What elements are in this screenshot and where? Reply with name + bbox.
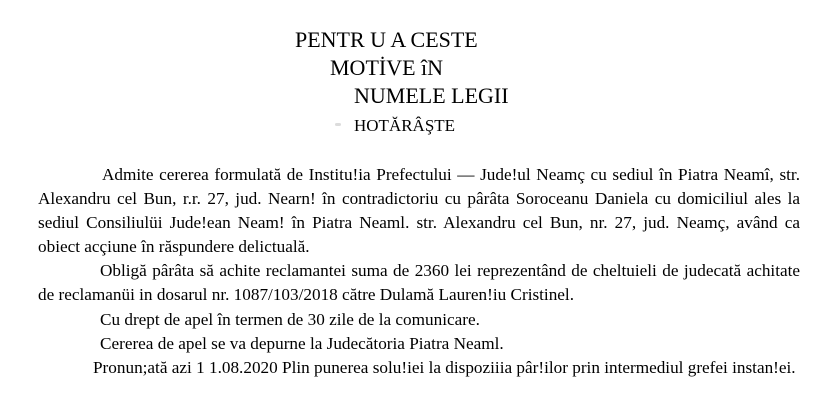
heading-decision: HOTĂRÂŞTE [354,116,456,135]
heading-line-3: NUMELE LEGII [354,83,509,108]
paragraph-pronouncement: Pronun;ată azi 1 1.08.2020 Plin punerea solu!iei la dispoziiia pâr!ilor prin intermediul grefei instan!ei. [93,357,796,377]
heading-line-2: MOTİVE îN [330,55,444,80]
paragraph-admission: Admite cererea formulată de Institu!ia Prefectului — Jude!ul Neamç cu sediul în Piatra Neamî, str. Alexandru cel Bun, r.r. 27, jud. Nearn! în contradictoriu cu pârâta Soroceanu Daniela cu domiciliul ales la sediul Consiliulüi Jude!ean Neam! în Piatra Neaml. str. Alexandru cel Bun, nr. 27, jud. Neamç, având ca obiect acçiune în răspundere delictuală. [38,165,800,257]
paragraph-obligation: Obligă pârâta să achite reclamantei suma de 2360 lei reprezentând de cheltuieli de judecată achitate de reclamanüi in dosarul nr. 1087/103/2018 către Dulamă Lauren!iu Cristinel. [38,261,800,305]
paragraph-appeal-right: Cu drept de apel în termen de 30 zile de la comunicare. [100,309,480,329]
scan-speck [335,123,341,126]
document-body [0,163,800,380]
heading-line-1: PENTR U A CESTE [295,27,478,52]
paragraph-appeal-filing: Cererea de apel se va depurne la Judecătoria Piatra Neaml. [100,333,504,353]
